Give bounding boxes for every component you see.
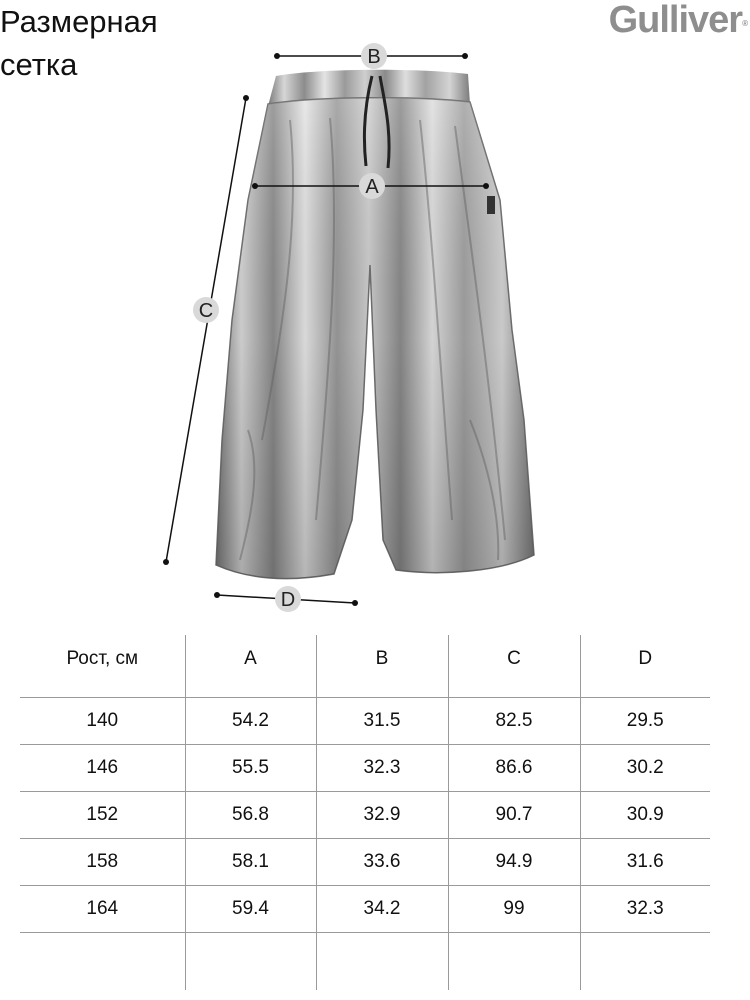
- table-cell: 54.2: [185, 697, 316, 744]
- table-cell: 158: [20, 838, 185, 885]
- dimension-b: [274, 43, 468, 69]
- title-line-2: сетка: [0, 47, 78, 82]
- header-d: D: [580, 635, 710, 697]
- table-row: [20, 838, 710, 885]
- dimension-a-label: A: [365, 176, 379, 198]
- pants-illustration: [216, 70, 534, 579]
- table-cell: 29.5: [580, 697, 710, 744]
- header-c: C: [448, 635, 580, 697]
- header-height: Рост, см: [20, 635, 185, 697]
- table-header-row: [20, 635, 710, 697]
- table-cell: 146: [20, 744, 185, 791]
- table-cell: 33.6: [316, 838, 448, 885]
- table-cell: 140: [20, 697, 185, 744]
- header-b: B: [316, 635, 448, 697]
- table-cell-empty: [316, 932, 448, 990]
- table-row: [20, 885, 710, 932]
- title-line-1: Размерная: [0, 4, 158, 39]
- table-cell: 58.1: [185, 838, 316, 885]
- table-cell: 56.8: [185, 791, 316, 838]
- size-table: [20, 635, 710, 990]
- table-row: [20, 697, 710, 744]
- dimension-c-label: C: [198, 300, 214, 322]
- table-cell: 31.5: [316, 697, 448, 744]
- table-cell-empty: [448, 932, 580, 990]
- table-cell-empty: [580, 932, 710, 990]
- table-cell: 152: [20, 791, 185, 838]
- table-cell: 94.9: [448, 838, 580, 885]
- header-a: A: [185, 635, 316, 697]
- table-cell: 82.5: [448, 697, 580, 744]
- side-tag: [487, 196, 495, 214]
- table-cell: 34.2: [316, 885, 448, 932]
- table-cell: 32.3: [580, 885, 710, 932]
- table-cell: 99: [448, 885, 580, 932]
- table-cell: 164: [20, 885, 185, 932]
- dimension-b-label: B: [367, 46, 381, 68]
- table-cell: 32.9: [316, 791, 448, 838]
- table-cell: 32.3: [316, 744, 448, 791]
- table-cell-empty: [185, 932, 316, 990]
- table-cell-empty: [20, 932, 185, 990]
- dimension-d-label: D: [280, 589, 296, 611]
- table-cell: 86.6: [448, 744, 580, 791]
- table-empty-row: [20, 932, 710, 990]
- table-cell: 30.9: [580, 791, 710, 838]
- dimension-d: [214, 586, 358, 612]
- table-cell: 31.6: [580, 838, 710, 885]
- brand-mark: ®: [742, 19, 748, 28]
- table-row: [20, 744, 710, 791]
- table-cell: 55.5: [185, 744, 316, 791]
- table-cell: 59.4: [185, 885, 316, 932]
- table-cell: 90.7: [448, 791, 580, 838]
- table-row: [20, 791, 710, 838]
- brand-name: Gulliver: [608, 0, 743, 41]
- table-cell: 30.2: [580, 744, 710, 791]
